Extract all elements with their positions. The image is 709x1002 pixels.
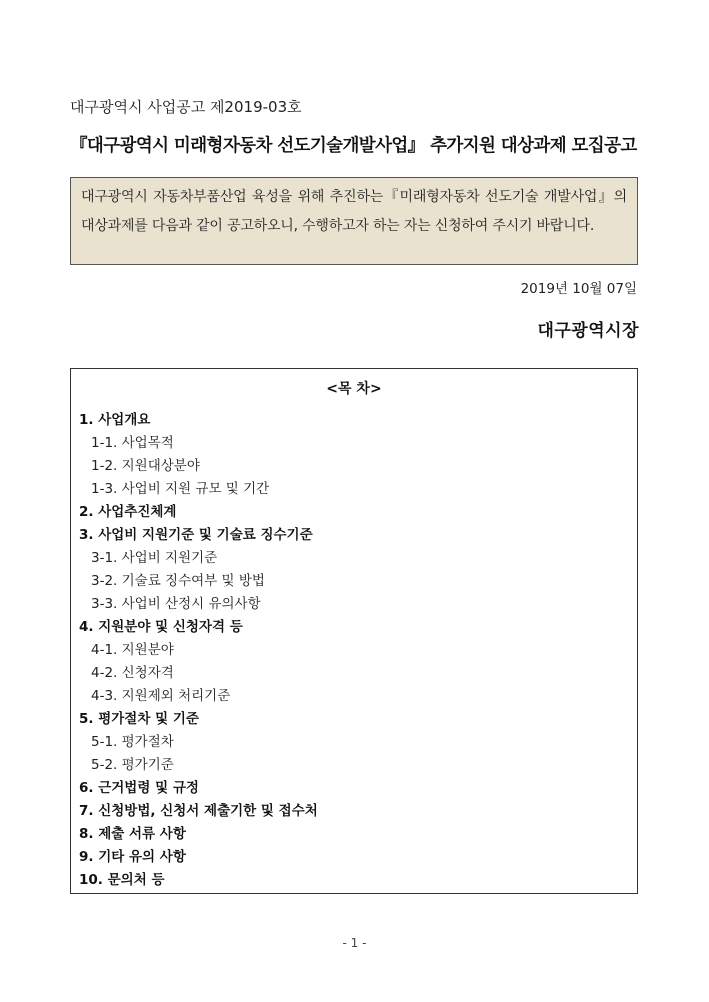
announcement-date: 2019년 10월 07일 — [520, 281, 637, 297]
toc-section-item: 8. 제출 서류 사항 — [79, 826, 186, 842]
toc-section-item: 6. 근거법령 및 규정 — [79, 780, 199, 796]
toc-subsection-item: 3-3. 사업비 산정시 유의사항 — [91, 596, 261, 612]
page-number: - 1 - — [342, 936, 367, 950]
intro-text: 대구광역시 자동차부품산업 육성을 위해 추진하는『미래형자동차 선도기술 개발사업』의 대상과제를 다음과 같이 공고하오니, 수행하고자 하는 자는 신청하여 주시기 바랍니다. — [81, 189, 627, 234]
toc-section-item: 4. 지원분야 및 신청자격 등 — [79, 619, 243, 635]
toc-subsection-item: 1-2. 지원대상분야 — [91, 458, 200, 474]
toc-section-item: 7. 신청방법, 신청서 제출기한 및 접수처 — [79, 803, 318, 819]
toc-subsection-item: 5-1. 평가절차 — [91, 734, 174, 750]
toc-subsection-item: 3-2. 기술료 징수여부 및 방법 — [91, 573, 265, 589]
toc-subsection-item: 1-1. 사업목적 — [91, 435, 174, 451]
toc-section-item: 1. 사업개요 — [79, 412, 151, 428]
toc-section-item: 2. 사업추진체계 — [79, 504, 177, 520]
page-title: 『대구광역시 미래형자동차 선도기술개발사업』 추가지원 대상과제 모집공고 — [70, 136, 637, 156]
toc-subsection-item: 4-1. 지원분야 — [91, 642, 174, 658]
toc-section-item: 3. 사업비 지원기준 및 기술료 징수기준 — [79, 527, 313, 543]
toc-section-item: 9. 기타 유의 사항 — [79, 849, 186, 865]
toc-subsection-item: 4-2. 신청자격 — [91, 665, 174, 681]
toc-list — [79, 409, 318, 892]
toc-heading: <목 차> — [326, 381, 382, 397]
toc-section-item: 10. 문의처 등 — [79, 872, 165, 888]
toc-subsection-item: 4-3. 지원제외 처리기준 — [91, 688, 231, 704]
toc-subsection-item: 5-2. 평가기준 — [91, 757, 174, 773]
intro-box — [70, 177, 638, 265]
table-of-contents — [70, 368, 638, 894]
issuer-name: 대구광역시장 — [537, 321, 639, 341]
notice-number: 대구광역시 사업공고 제2019-03호 — [70, 98, 302, 116]
toc-section-item: 5. 평가절차 및 기준 — [79, 711, 199, 727]
toc-subsection-item: 3-1. 사업비 지원기준 — [91, 550, 218, 566]
toc-subsection-item: 1-3. 사업비 지원 규모 및 기간 — [91, 481, 270, 497]
